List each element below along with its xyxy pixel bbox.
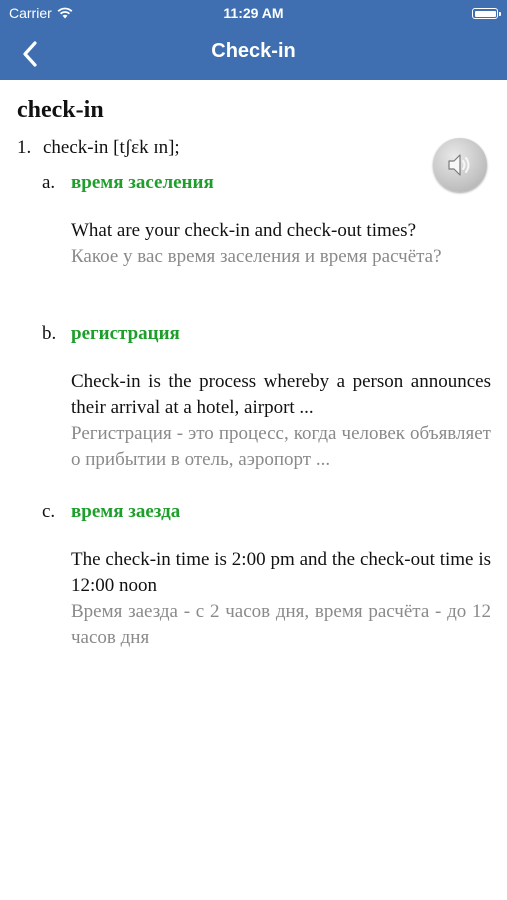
entry-term: check-in [tʃɛk ɪn]; xyxy=(43,137,180,158)
example-russian: Время заезда - с 2 часов дня, время расчёта - до 12 часов дня xyxy=(71,601,491,648)
headword: check-in xyxy=(17,97,104,123)
pronunciation-button[interactable] xyxy=(433,138,487,192)
sense-letter: a. xyxy=(42,172,56,193)
example-russian: Регистрация - это процесс, когда человек объявляет о прибытии в отель, аэропорт ... xyxy=(71,423,491,470)
top-bar xyxy=(0,0,507,80)
example-english: What are your check-in and check-out times? xyxy=(71,220,417,241)
example-english: Check-in is the process whereby a person announces their arrival at a hotel, airport ... xyxy=(71,371,491,418)
sense-translation: регистрация xyxy=(71,323,180,344)
entry-number: 1. xyxy=(17,137,32,158)
speaker-icon xyxy=(445,151,475,179)
sense-letter: b. xyxy=(42,323,57,344)
sense-letter: c. xyxy=(42,501,56,522)
carrier-label: Carrier xyxy=(9,5,52,21)
sense-example xyxy=(71,218,491,270)
example-russian: Какое у вас время заселения и время расчёта? xyxy=(71,246,442,267)
example-english: The check-in time is 2:00 pm and the check-out time is 12:00 noon xyxy=(71,549,491,596)
navigation-bar xyxy=(0,28,507,80)
status-bar xyxy=(0,0,507,28)
sense-translation: время заселения xyxy=(71,172,214,193)
sense-example xyxy=(71,369,491,473)
sense-example xyxy=(71,547,491,651)
entry-term-line xyxy=(17,137,180,159)
sense-translation: время заезда xyxy=(71,501,181,522)
page-title: Check-in xyxy=(211,40,296,62)
battery-icon xyxy=(472,8,498,19)
status-time: 11:29 AM xyxy=(223,5,284,21)
